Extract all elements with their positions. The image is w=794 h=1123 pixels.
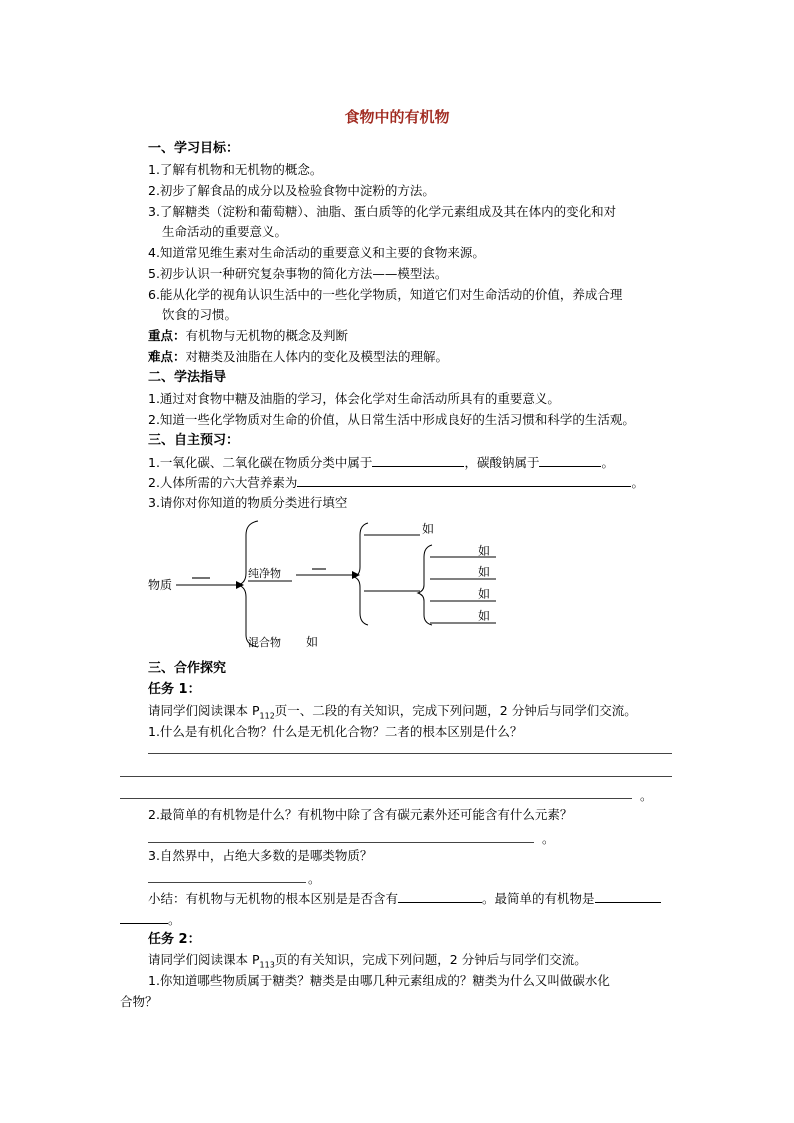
diagram-pure-label: 纯净物 bbox=[248, 567, 281, 580]
key-point-label: 重点： bbox=[148, 328, 186, 343]
objective-item: 4.知道常见维生素对生命活动的重要意义和主要的食物来源。 bbox=[148, 245, 485, 260]
diagram-example-label: 如 bbox=[478, 609, 491, 623]
objective-item-continued: 饮食的习惯。 bbox=[162, 307, 238, 322]
diagram-mixed-label: 混合物 bbox=[248, 636, 281, 649]
answer-line[interactable] bbox=[120, 797, 632, 799]
fill-blank[interactable] bbox=[595, 890, 661, 903]
page-number: 113 bbox=[259, 960, 275, 970]
section-heading-objectives: 一、学习目标： bbox=[148, 141, 240, 156]
summary-text: 。最简单的有机物是 bbox=[482, 891, 595, 906]
page-number: 112 bbox=[259, 711, 275, 721]
question-end: 。 bbox=[308, 871, 321, 886]
summary-end: 。 bbox=[168, 912, 181, 927]
question-end: 。 bbox=[542, 831, 555, 846]
intro-text: 请同学们阅读课本 P bbox=[148, 952, 260, 967]
task-2-question-1: 1.你知道哪些物质属于糖类？糖类是由哪几种元素组成的？糖类为什么又叫做碳水化 bbox=[148, 973, 610, 988]
fill-blank[interactable] bbox=[539, 454, 601, 467]
task-2-intro bbox=[148, 952, 587, 974]
key-point bbox=[148, 328, 348, 344]
preview-question-2 bbox=[148, 474, 644, 491]
objective-item: 2.初步了解食品的成分以及检验食物中淀粉的方法。 bbox=[148, 183, 435, 198]
fill-blank[interactable] bbox=[297, 474, 631, 487]
task-1-summary-continued bbox=[120, 911, 181, 928]
task-2-question-1-continued: 合物？ bbox=[120, 994, 158, 1009]
task-1-question-1: 1.什么是有机化合物？什么是无机化合物？二者的根本区别是什么？ bbox=[148, 724, 523, 739]
fill-blank[interactable] bbox=[372, 454, 464, 467]
preview-question-1 bbox=[148, 454, 614, 471]
question-end: 。 bbox=[640, 788, 653, 803]
diagram-example-label: 如 bbox=[422, 522, 435, 536]
task-2-heading: 任务 2： bbox=[148, 932, 201, 947]
task-1-heading: 任务 1： bbox=[148, 682, 201, 697]
classification-diagram bbox=[140, 515, 520, 650]
method-item: 1.通过对食物中糖及油脂的学习，体会化学对生命活动所具有的重要意义。 bbox=[148, 391, 560, 406]
diagram-brace bbox=[238, 521, 258, 647]
question-end: 。 bbox=[601, 455, 614, 470]
task-1-question-2: 2.最简单的有机物是什么？有机物中除了含有碳元素外还可能含有什么元素？ bbox=[148, 807, 573, 822]
section-heading-preview: 三、自主预习： bbox=[148, 433, 240, 448]
question-text: 2.人体所需的六大营养素为 bbox=[148, 475, 298, 490]
key-point-text: 有机物与无机物的概念及判断 bbox=[185, 328, 349, 343]
answer-line[interactable] bbox=[148, 752, 672, 754]
objective-item-continued: 生命活动的重要意义。 bbox=[162, 224, 288, 239]
intro-text: 请同学们阅读课本 P bbox=[148, 703, 260, 718]
diagram-example-label: 如 bbox=[478, 587, 491, 601]
method-item: 2.知道一些化学物质对生命的价值，从日常生活中形成良好的生活习惯和科学的生活观。 bbox=[148, 412, 635, 427]
task-1-summary bbox=[148, 890, 661, 907]
diagram-brace bbox=[418, 545, 432, 625]
summary-text: 小结：有机物与无机物的根本区别是是否含有 bbox=[148, 891, 399, 906]
answer-line[interactable] bbox=[148, 881, 306, 883]
preview-question-3: 3.请你对你知道的物质分类进行填空 bbox=[148, 495, 348, 510]
question-text: 1.一氧化碳、二氧化碳在物质分类中属于 bbox=[148, 455, 373, 470]
task-1-question-3: 3.自然界中，占绝大多数的是哪类物质？ bbox=[148, 848, 373, 863]
objective-item: 6.能从化学的视角认识生活中的一些化学物质，知道它们对生命活动的价值，养成合理 bbox=[148, 287, 623, 302]
difficult-point-text: 对糖类及油脂在人体内的变化及模型法的理解。 bbox=[185, 349, 449, 364]
page-title: 食物中的有机物 bbox=[344, 108, 450, 126]
intro-text: 页的有关知识，完成下列问题，2 分钟后与同学们交流。 bbox=[274, 952, 587, 967]
section-heading-inquiry: 三、合作探究 bbox=[148, 661, 227, 676]
diagram-example-label: 如 bbox=[306, 635, 319, 649]
fill-blank[interactable] bbox=[398, 890, 482, 903]
question-end: 。 bbox=[631, 475, 644, 490]
question-text: ，碳酸钠属于 bbox=[464, 455, 540, 470]
objective-item: 1.了解有机物和无机物的概念。 bbox=[148, 162, 323, 177]
task-1-intro bbox=[148, 703, 637, 725]
difficult-point bbox=[148, 349, 448, 365]
section-heading-methods: 二、学法指导 bbox=[148, 370, 227, 385]
objective-item: 3.了解糖类（淀粉和葡萄糖）、油脂、蛋白质等的化学元素组成及其在体内的变化和对 bbox=[148, 204, 617, 219]
diagram-example-label: 如 bbox=[478, 565, 491, 579]
answer-line[interactable] bbox=[148, 841, 534, 843]
diagram-root-label: 物质 bbox=[148, 578, 173, 592]
diagram-example-label: 如 bbox=[478, 544, 491, 558]
difficult-point-label: 难点： bbox=[148, 349, 186, 364]
objective-item: 5.初步认识一种研究复杂事物的简化方法——模型法。 bbox=[148, 266, 448, 281]
intro-text: 页一、二段的有关知识，完成下列问题，2 分钟后与同学们交流。 bbox=[274, 703, 637, 718]
fill-blank[interactable] bbox=[120, 911, 168, 924]
answer-line[interactable] bbox=[120, 775, 672, 777]
